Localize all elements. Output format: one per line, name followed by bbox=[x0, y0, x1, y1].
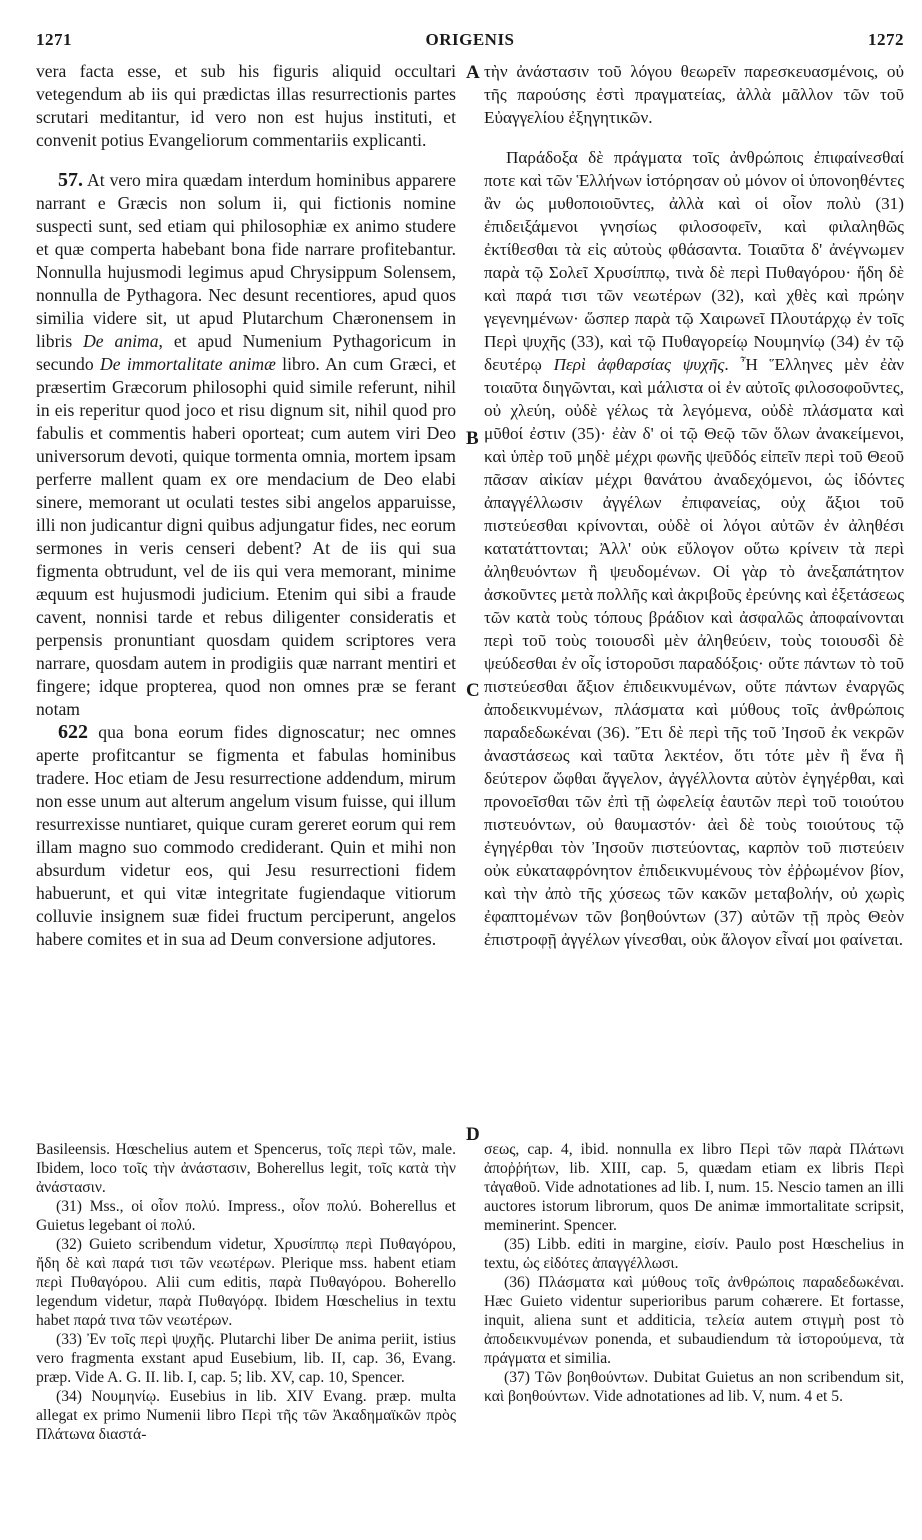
footnotes-left bbox=[36, 1140, 456, 1444]
left-column-number: 1271 bbox=[36, 30, 72, 49]
margin-marker-b: B bbox=[466, 428, 479, 449]
latin-title: De immortalitate animæ bbox=[99, 354, 276, 374]
greek-column bbox=[484, 60, 904, 951]
footnote: Basileensis. Hœschelius autem et Spencerus, τοῖς περὶ τῶν, male. Ibidem, loco τοῖς τὴν ἀνάστασιν, Boherellus legit, τοῖς κατὰ τὴν ἀνάστασιν. bbox=[36, 1141, 456, 1196]
margin-marker-c: C bbox=[466, 680, 480, 701]
page-number: 622 bbox=[58, 721, 88, 743]
footnote: (36) Πλάσματα καὶ μύθους τοῖς ἀνθρώποις παραδεδωκέναι. Hæc Guieto videntur superioribus parum cohærere. Et fortasse, inquit, aliena sunt et additicia, τελεία autem στιγμὴ post τὸ ἀποδεικνυμένων ponenda, et subaudiendum τὰ ἱστορούμενα, τὰ πράγματα et similia. bbox=[484, 1274, 904, 1367]
margin-marker-a: A bbox=[466, 62, 480, 83]
latin-text: , et apud Numenium Pythagoricum in secundo bbox=[36, 331, 456, 374]
footnote: (31) Mss., οἱ οἷον πολύ. Impress., οἷον πολύ. Boherellus et Guietus legebant οἱ πολύ. bbox=[36, 1198, 456, 1234]
latin-text: qua bona eorum fides dignoscatur; nec omnes aperte profitcantur se figmenta et fabulas hominibus tradere. Hoc etiam de Jesu resurrectione addendum, mirum non esse unum aut alterum angelum visum fuisse, qui illum resurrexisse nuntiaret, quique curam gereret eorum qui rem illam magno suo commodo crediderant. Quin et mihi non absurdum videtur eos, qui Jesu resurrectioni fidem habuerunt, et qui vitæ integritate fugiendaque vitiorum colluvie insignem suæ fidei fructum perciperunt, angelos habere comites et in sua ad Deum conversione adjutores. bbox=[36, 722, 456, 949]
footnotes-right bbox=[484, 1140, 904, 1406]
latin-paragraph-2 bbox=[36, 169, 456, 721]
greek-paragraph-1: τὴν ἀνάστασιν τοῦ λόγου θεωρεῖν παρεσκευασμένοις, οὐ τῆς παρούσης ἐστὶ πραγματείας, ἀλλὰ μᾶλλον τῶν τοῦ Εὐαγγελίου ἐξηγητικῶν. bbox=[484, 62, 904, 127]
latin-text: libro. An cum Græci, et præsertim Græcorum philosophi quid simile referunt, nihil in eis reperitur quod joco et risu dignum sit, nihil quod pro fabulis et commentis haberi oporteat; cum autem viri Deo universorum devoti, quique tormenta omnia, mortem ipsam perferre mallent quam ex ore mendacium de Deo elabi sinere, memorant ut oculati testes sibi angelos apparuisse, illi non judicantur digni quibus adjungatur fides, nec eorum sermones in veris censeri debent? At de iis qui sua figmenta obtrudunt, vel de iis qui vera memorant, minime æquum est hujusmodi judicium. Etenim qui sibi a fraude cavent, nonnisi tarde et rebus diligenter consideratis et perpensis pronuntiant quosdam quidem scriptores vera narrare, quosdam autem in prodigiis quæ narrant mentiri et fingere; idque propterea, quod non omnes præ se ferant notam bbox=[36, 354, 456, 719]
footnote: (33) Ἐν τοῖς περὶ ψυχῆς. Plutarchi liber De anima periit, istius vero fragmenta exstant apud Eusebium, lib. II, cap. 36, Evang. præp. Vide A. G. II. lib. I, cap. 5; lib. XV, cap. 10, Spencer. bbox=[36, 1331, 456, 1386]
section-number: 57. bbox=[58, 169, 83, 191]
latin-title: De anima bbox=[83, 331, 159, 351]
greek-text: . Ἦ Ἕλληνες μὲν ἐὰν τοιαῦτα διηγῶνται, καὶ μάλιστα οἱ ἐν αὐτοῖς φιλοσοφοῦντες, οὐ χλεύη, οὐδὲ γέλως τὰ λεγόμενα, οὐδὲ πλάσματα καὶ μῦθοί ἐστιν (35)· ἐὰν δ' οἱ τῷ Θεῷ τῶν ὅλων ἀνακείμενοι, καὶ ὑπὲρ τοῦ μηδὲ μέχρι φωνῆς ψεῦδός εἰπεῖν περὶ τοῦ Θεοῦ πᾶσαν αἰκίαν μέχρι θανάτου ἀναδεχόμενοι, ὡς ἰδόντες ἀπαγγέλλωσιν ἀγγέλων ἐπιφανείας, οὐχ ἄξιοι τοῦ πιστεύεσθαι κρίνονται, οὐδὲ οἱ λόγοι αὐτῶν ἐν ἀληθέσι κατατάττονται; Ἀλλ' οὐκ εὔλογον οὕτω κρίνειν τὰ περὶ ἀληθευόντων ἢ ψευδομένων. Οἱ γὰρ τὸ ἀνεξαπάτητον ἀσκοῦντες μετὰ πολλῆς καὶ ἀκριβοῦς ἐρεύνης καὶ ἐξετάσεως τῶν κατὰ τοὺς τόπους βράδιον καὶ ἀσφαλῶς ἀποφαίνονται περὶ τοῦ τοὺς τοιουσδὶ μὲν ἀληθεύειν, τοὺς τοιουσδὶ δὲ ψεύδεσθαι ἐν οἷς ἱστοροῦσι παραδόξοις· οὔτε πάντων τὸ τοῦ πιστεύεσθαι ἄξιον ἐπιδεικνυμένων, οὔτε πάντων ἐναργῶς ἀποδεικνυμένων, πλάσματα καὶ μύθους τοῖς ἀνθρώποις παραδεδωκέναι (36). Ἔτι δὲ περὶ τῆς τοῦ Ἰησοῦ ἐκ νεκρῶν ἀναστάσεως καὶ ταῦτα λεκτέον, ὅτι τότε μὲν ἢ ἕνα ἢ δεύτερον ὤφθαι ἄγγελον, ἀγγέλλοντα αὐτὸν ἐγηγέρθαι, καὶ προνοεῖσθαι τῶν ἐπὶ τῇ ὠφελείᾳ ἑαυτῶν περὶ τοῦ τοιούτου πιστευόντων, οὐ θαυμαστόν· ἀεὶ δὲ τοὺς τοιούτους τῷ ἐγηγέρθαι τὸν Ἰησοῦν πιστεύοντας, καρπὸν τοῦ πιστεύειν οὐκ εὐκαταφρόνητον ἐπιδεικνυμένους τὸν ἐῤῥωμένον βίον, καὶ τὴν ἀπὸ τῆς χύσεως τῶν κακῶν μεταβολήν, οὐ χωρὶς ἐφαπτομένων τῶν βοηθούντων (37) αὐτῶν τῇ πρὸς Θεὸν ἐπιστροφῇ ἀγγέλων γίνεσθαι, οὐκ ἄλογον εἶναί μοι φαίνεται. bbox=[484, 355, 905, 949]
right-column-number: 1272 bbox=[868, 30, 904, 49]
running-header bbox=[36, 30, 904, 58]
greek-paragraph-2 bbox=[484, 146, 904, 951]
footnote: σεως, cap. 4, ibid. nonnulla ex libro Περὶ τῶν παρὰ Πλάτωνι ἀποῤῥήτων, lib. XIII, cap. 5, quædam etiam ex libris Περὶ τἀγαθοῦ. Vide adnotationes ad lib. I, num. 15. Nescio tamen an illi auctores istorum librorum, quos De animæ immortalitate scripsit, meminerint. Spencer. bbox=[484, 1141, 904, 1234]
latin-text: At vero mira quædam interdum hominibus apparere narrant e Græcis non solum ii, qui fictionis nomine suspecti sunt, sed etiam qui philosophiæ ex animo studere et quæ comperta habebant bona fide narrare profitebantur. Nonnulla hujusmodi legimus apud Chrysippum Solensem, nonnulla de Pythagora. Nec desunt recentiores, apud quos similia videre sit, ut apud Plutarchum Chæronensem in libris bbox=[36, 170, 456, 351]
greek-text: Παράδοξα δὲ πράγματα τοῖς ἀνθρώποις ἐπιφαίνεσθαί ποτε καὶ τῶν Ἑλλήνων ἱστόρησαν οὐ μόνον οἱ ὑπονοηθέντες ἂν ὡς μυθοποιοῦντες, ἀλλὰ καὶ οἱ οἷον πολὺ (31) ἐπιδειξάμενοι γνησίως φιλοσοφεῖν, καὶ φιλαληθῶς ἐκτίθεσθαι τὰ εἰς αὐτοὺς φθάσαντα. Τοιαῦτα δ' ἀνέγνωμεν παρὰ τῷ Σολεῖ Χρυσίππῳ, τινὰ δὲ περὶ Πυθαγόρου· ἤδη δὲ καὶ παρά τισι τῶν νεωτέρων (32), καὶ χθὲς καὶ πρώην γεγενημένων· ὥσπερ παρὰ τῷ Χαιρωνεῖ Πλουτάρχῳ ἐν τοῖς Περὶ ψυχῆς (33), καὶ τῷ Πυθαγορείῳ Νουμηνίῳ (34) ἐν τῷ δευτέρῳ bbox=[484, 148, 904, 374]
running-title: ORIGENIS bbox=[425, 30, 515, 49]
footnote: (32) Guieto scribendum videtur, Χρυσίππῳ περὶ Πυθαγόρου, ἤδη δὲ καὶ παρά τισι τῶν νεωτέρων. Plerique mss. habent etiam περὶ Πυθαγόρου. Alii cum editis, παρὰ Πυθαγόρου. Boherello legendum videtur, παρὰ Πυθαγόρᾳ. Ibidem Hœschelius in textu habet παρά τινα τῶν νεωτέρων. bbox=[36, 1236, 456, 1329]
latin-paragraph-3 bbox=[36, 721, 456, 951]
latin-column bbox=[36, 60, 456, 951]
footnote: (35) Libb. editi in margine, εἰσίν. Paulo post Hœschelius in textu, ὡς εἰδότες ἀπαγγέλλωσι. bbox=[484, 1236, 904, 1272]
footnote: (34) Νουμηνίῳ. Eusebius in lib. XIV Evang. præp. multa allegat ex primo Numenii libro Περὶ τῆς τῶν Ἀκαδημαϊκῶν πρὸς Πλάτωνα διαστά- bbox=[36, 1388, 456, 1443]
margin-marker-d: D bbox=[466, 1124, 480, 1145]
greek-title: Περὶ ἀφθαρσίας ψυχῆς bbox=[553, 355, 725, 374]
footnote: (37) Τῶν βοηθούντων. Dubitat Guietus an non scribendum sit, καὶ βοηθούντων. Vide adnotationes ad lib. V, num. 4 et 5. bbox=[484, 1369, 904, 1405]
latin-paragraph-1: vera facta esse, et sub his figuris aliquid occultari vetegendum ab iis qui prædictas illas resurrectionis partes scrutari meditantur, id vero non est hujus instituti, et convenit potius Evangeliorum commentariis explicanti. bbox=[36, 61, 456, 150]
